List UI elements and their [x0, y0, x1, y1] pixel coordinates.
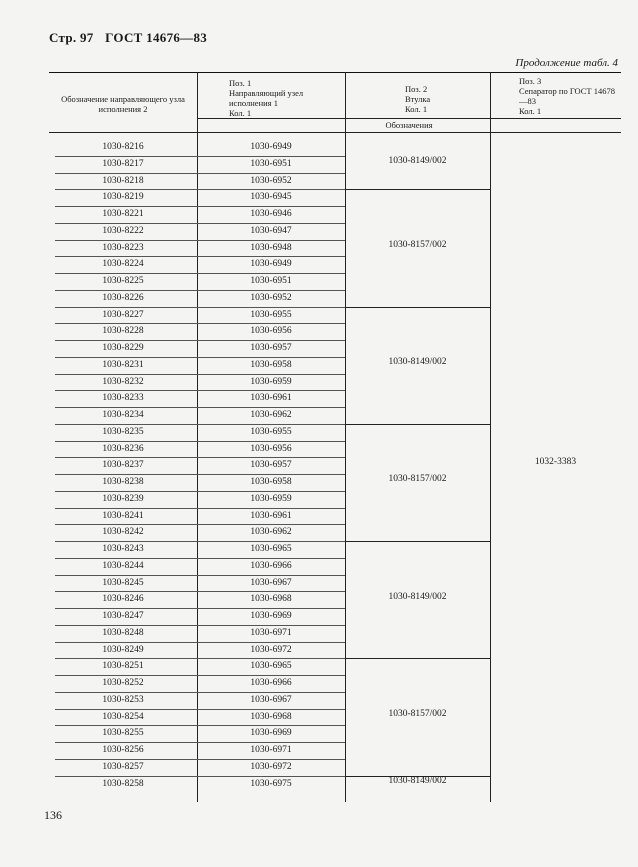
guide-unit-cell: 1030-6968: [250, 711, 292, 722]
col-line-3: [490, 72, 491, 802]
guide-unit-cell: 1030-6972: [250, 644, 292, 655]
header-mid-line: [197, 118, 621, 119]
col4-qty: Кол. 1: [519, 106, 542, 116]
bushing-cell: 1030-8149/002: [388, 775, 447, 786]
guide-unit-cell: 1030-6948: [250, 242, 292, 253]
guide-unit-cell: 1030-6965: [250, 544, 292, 554]
designation-cell: 1030-8221: [102, 209, 144, 219]
designation-cell: 1030-8246: [102, 594, 144, 605]
guide-unit-cell: 1030-6956: [250, 326, 292, 337]
guide-unit-cell: 1030-6957: [250, 343, 292, 353]
designation-cell: 1030-8228: [102, 326, 144, 337]
col4-pos: Поз. 3: [519, 76, 542, 86]
guide-unit-cell: 1030-6959: [250, 376, 292, 387]
designation-cell: 1030-8251: [102, 661, 144, 672]
col2-name: Направляющий узел исполнения 1: [229, 88, 304, 108]
col-line-2: [345, 72, 346, 802]
header-col4: [519, 76, 619, 116]
designation-cell: 1030-8242: [102, 527, 144, 538]
guide-unit-cell: 1030-6945: [250, 192, 292, 203]
group-separator: [345, 189, 490, 190]
guide-unit-cell: 1030-6947: [250, 225, 292, 236]
designation-cell: 1030-8234: [102, 410, 144, 420]
designation-cell: 1030-8247: [102, 611, 144, 621]
guide-unit-cell: 1030-6967: [250, 694, 292, 705]
guide-unit-cell: 1030-6955: [250, 426, 292, 437]
designation-cell: 1030-8244: [102, 560, 144, 571]
guide-unit-cell: 1030-6965: [250, 661, 292, 672]
designation-cell: 1030-8253: [102, 694, 144, 705]
bushing-cell: 1030-8157/002: [388, 708, 447, 719]
guide-unit-cell: 1030-6951: [250, 276, 292, 286]
group-separator: [345, 424, 490, 425]
guide-unit-cell: 1030-6962: [250, 527, 292, 538]
designation-cell: 1030-8257: [102, 761, 144, 772]
guide-unit-cell: 1030-6958: [250, 477, 292, 487]
designation-cell: 1030-8225: [102, 276, 144, 286]
group-separator: [345, 541, 490, 542]
col3-pos: Поз. 2: [405, 84, 428, 94]
guide-unit-cell: 1030-6971: [250, 745, 292, 755]
designation-cell: 1030-8258: [102, 778, 144, 789]
designation-cell: 1030-8231: [102, 359, 144, 370]
guide-unit-cell: 1030-6956: [250, 443, 292, 454]
guide-unit-cell: 1030-6958: [250, 359, 292, 370]
guide-unit-cell: 1030-6961: [250, 393, 292, 404]
designation-cell: 1030-8227: [102, 309, 144, 320]
designation-cell: 1030-8256: [102, 745, 144, 755]
guide-unit-cell: 1030-6962: [250, 410, 292, 420]
col2-pos: Поз. 1: [229, 78, 252, 88]
guide-unit-cell: 1030-6968: [250, 594, 292, 605]
designation-cell: 1030-8224: [102, 259, 144, 270]
header-col1: Обозначение направляющего узла исполнения 2: [61, 94, 185, 114]
header-col3: [405, 84, 485, 114]
guide-unit-cell: 1030-6957: [250, 460, 292, 471]
guide-unit-cell: 1030-6969: [250, 611, 292, 621]
col2-qty: Кол. 1: [229, 108, 252, 118]
bushing-cell: 1030-8149/002: [388, 156, 447, 167]
guide-unit-cell: 1030-6975: [250, 778, 292, 789]
designation-cell: 1030-8255: [102, 728, 144, 739]
designation-cell: 1030-8229: [102, 343, 144, 353]
designation-cell: 1030-8226: [102, 292, 144, 303]
designation-cell: 1030-8232: [102, 376, 144, 387]
designation-cell: 1030-8252: [102, 678, 144, 688]
header-bottom-line: [49, 132, 621, 133]
guide-unit-cell: 1030-6946: [250, 209, 292, 219]
page-number: 136: [44, 808, 62, 822]
continuation-note: Продолжение табл. 4: [515, 57, 618, 69]
designation-cell: 1030-8235: [102, 426, 144, 437]
designation-cell: 1030-8241: [102, 510, 144, 521]
standard-number: ГОСТ 14676—83: [105, 30, 208, 45]
designation-cell: 1030-8236: [102, 443, 144, 454]
designation-cell: 1030-8219: [102, 192, 144, 203]
designation-cell: 1030-8216: [102, 142, 144, 152]
guide-unit-cell: 1030-6966: [250, 560, 292, 571]
guide-unit-cell: 1030-6949: [250, 142, 292, 152]
guide-unit-cell: 1030-6966: [250, 678, 292, 688]
col3-qty: Кол. 1: [405, 104, 428, 114]
guide-unit-cell: 1030-6971: [250, 627, 292, 638]
designation-cell: 1030-8254: [102, 711, 144, 722]
col4-name: Сепаратор по ГОСТ 14678—83: [519, 86, 616, 106]
separator-cell: 1032-3383: [534, 457, 577, 467]
bushing-cell: 1030-8149/002: [388, 591, 447, 602]
designation-cell: 1030-8233: [102, 393, 144, 404]
col3-name: Втулка: [405, 94, 431, 104]
designation-cell: 1030-8237: [102, 460, 144, 471]
designation-cell: 1030-8249: [102, 644, 144, 655]
guide-unit-cell: 1030-6961: [250, 510, 292, 521]
designation-cell: 1030-8217: [102, 158, 144, 169]
designation-cell: 1030-8222: [102, 225, 144, 236]
designation-cell: 1030-8218: [102, 175, 144, 186]
bushing-cell: 1030-8157/002: [388, 474, 447, 485]
guide-unit-cell: 1030-6955: [250, 309, 292, 320]
guide-unit-cell: 1030-6951: [250, 158, 292, 169]
guide-unit-cell: 1030-6952: [250, 292, 292, 303]
page-label: Стр. 97: [49, 30, 94, 45]
designation-cell: 1030-8238: [102, 477, 144, 487]
guide-unit-cell: 1030-6959: [250, 493, 292, 504]
guide-unit-cell: 1030-6967: [250, 577, 292, 588]
data-table: [49, 72, 621, 802]
page-header: [49, 30, 215, 46]
guide-unit-cell: 1030-6952: [250, 175, 292, 186]
bushing-cell: 1030-8149/002: [388, 357, 447, 368]
guide-unit-cell: 1030-6969: [250, 728, 292, 739]
group-separator: [345, 658, 490, 659]
guide-unit-cell: 1030-6949: [250, 259, 292, 270]
bushing-cell: 1030-8157/002: [388, 239, 447, 250]
group-separator: [345, 307, 490, 308]
designation-cell: 1030-8248: [102, 627, 144, 638]
designation-cell: 1030-8245: [102, 577, 144, 588]
header-designation: Обозначения: [385, 120, 433, 130]
designation-cell: 1030-8243: [102, 544, 144, 554]
guide-unit-cell: 1030-6972: [250, 761, 292, 772]
designation-cell: 1030-8223: [102, 242, 144, 253]
header-col2: [229, 78, 339, 118]
designation-cell: 1030-8239: [102, 493, 144, 504]
